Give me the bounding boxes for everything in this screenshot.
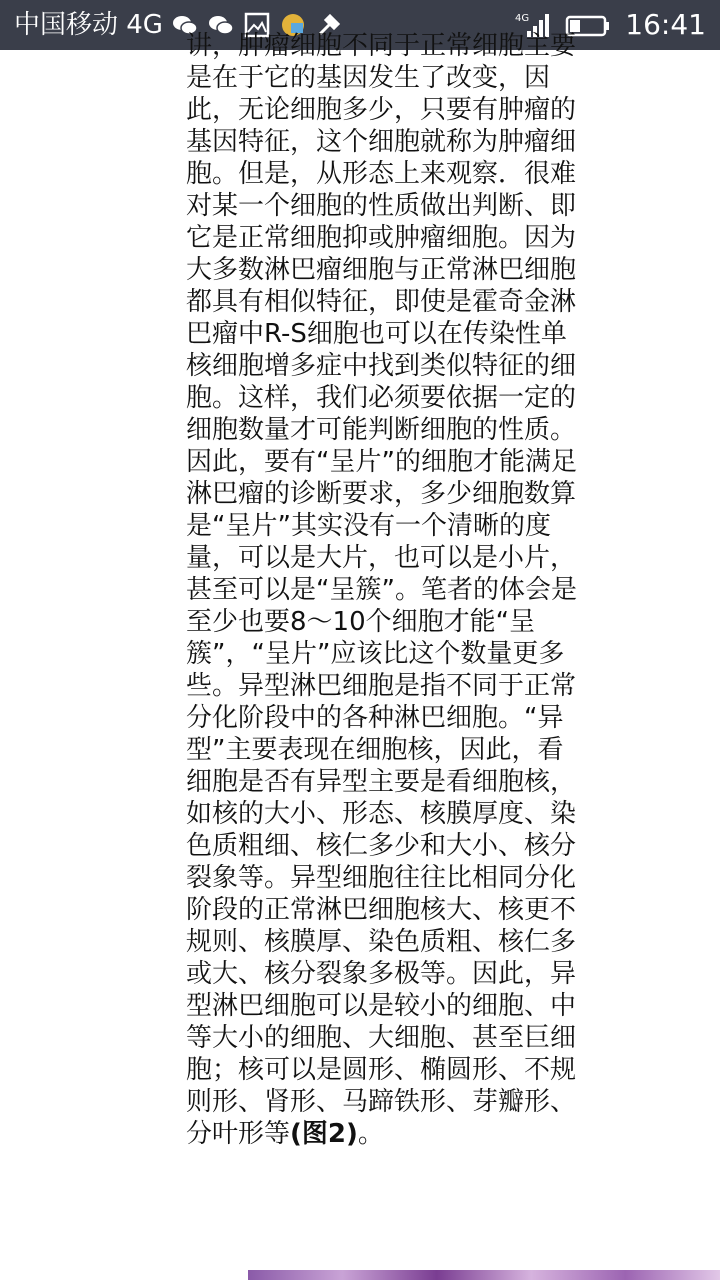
article-image [248,1270,720,1280]
network-label: 4G [515,13,530,24]
article-text: 讲，肿瘤细胞不同于正常细胞主要是在于它的基因发生了改变，因此，无论细胞多少，只要有肿瘤的基因特征，这个细胞就称为肿瘤细胞。但是，从形态上来观察．很难对某一个细胞的性质做出判断、即它是正常细胞抑或肿瘤细胞。因为大多数淋巴瘤细胞与正常淋巴细胞都具有相似特征，即使是霍奇金淋巴瘤中R-S细胞也可以在传染性单核细胞增多症中找到类似特征的细胞。这样，我们必须要依据一定的细胞数量才可能判断细胞的性质。因此，要有“呈片”的细胞才能满足淋巴瘤的诊断要求，多少细胞数算是“呈片”其实没有一个清晰的度量，可以是大片，也可以是小片，甚至可以是“呈簇”。笔者的体会是至少也要8～10个细胞才能“呈簇”，“呈片”应该比这个数量更多些。异型淋巴细胞是指不同于正常分化阶段中的各种淋巴细胞。“异型”主要表现在细胞核，因此，看细胞是否有异型主要是看细胞核，如核的大小、形态、核膜厚度、染色质粗细、核仁多少和大小、核分裂象等。异型细胞往往比相同分化阶段的正常淋巴细胞核大、核更不规则、核膜厚、染色质粗、核仁多或大、核分裂象多极等。因此，异型淋巴细胞可以是较小的细胞、中等大小的细胞、大细胞、甚至巨细胞；核可以是圆形、椭圆形、不规则形、肾形、马蹄铁形、芽瓣形、分叶形等 [186,31,577,1149]
figure-reference[interactable]: (图2) [290,1119,358,1149]
article-end: 。 [357,1119,384,1149]
clock: 16:41 [625,8,706,41]
carrier-label: 中国移动 4G [14,10,163,40]
article-body [186,30,586,1150]
